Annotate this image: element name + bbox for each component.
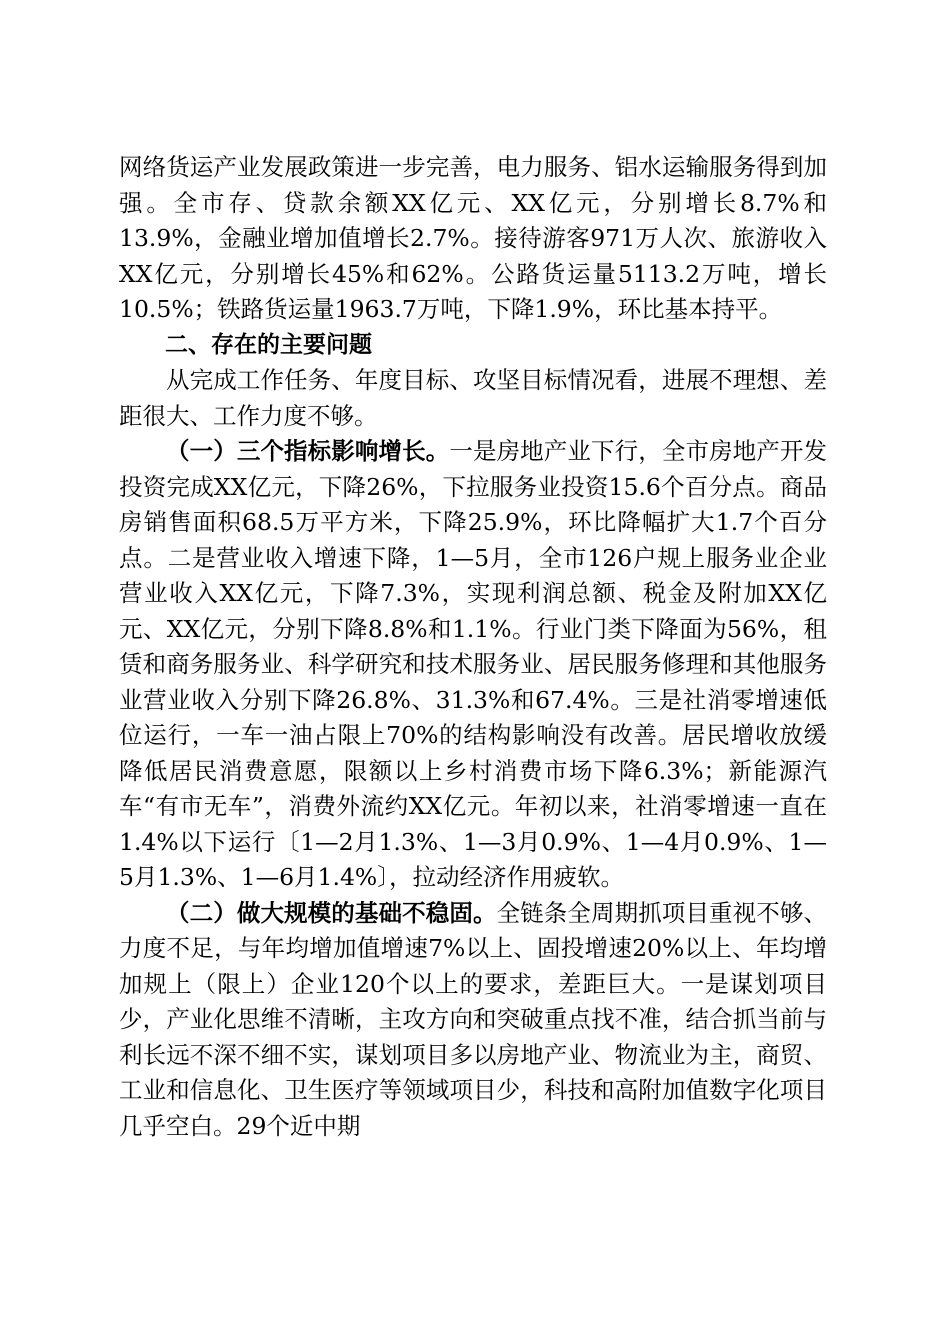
document-body (119, 150, 827, 1144)
paragraph-sub2 (119, 896, 827, 1145)
sub2-title: （二）做大规模的基础不稳固。 (166, 898, 497, 927)
paragraph-sub1 (119, 434, 827, 896)
paragraph-intro: 从完成工作任务、年度目标、攻坚目标情况看，进展不理想、差距很大、工作力度不够。 (119, 366, 827, 430)
section-heading: 二、存在的主要问题 (165, 331, 372, 358)
paragraph-continuation: 网络货运产业发展政策进一步完善，电力服务、铝水运输服务得到加强。全市存、贷款余额XX亿元、XX亿元，分别增长8.7%和13.9%，金融业增加值增长2.7%。接待游客971万人次、旅游收入XX亿元，分别增长45%和62%。公路货运量5113.2万吨，增长10.5%；铁路货运量1963.7万吨，下降1.9%，环比基本持平。 (119, 153, 827, 323)
sub2-body: 全链条全周期抓项目重视不够、力度不足，与年均增加值增速7%以上、固投增速20%以上、年均增加规上（限上）企业120个以上的要求，差距巨大。一是谋划项目少，产业化思维不清晰，主攻方向和突破重点找不准，结合抓当前与利长远不深不细不实，谋划项目多以房地产业、物流业为主，商贸、工业和信息化、卫生医疗等领域项目少，科技和高附加值数字化项目几乎空白。29个近中期 (119, 898, 828, 1140)
sub1-body: 一是房地产业下行，全市房地产开发投资完成XX亿元，下降26%，下拉服务业投资15.6个百分点。商品房销售面积68.5万平方米，下降25.9%，环比降幅扩大1.7个百分点。二是营业收入增速下降，1—5月，全市126户规上服务业企业营业收入XX亿元，下降7.3%，实现利润总额、税金及附加XX亿元、XX亿元，分别下降8.8%和1.1%。行业门类下降面为56%，租赁和商务服务业、科学研究和技术服务业、居民服务修理和其他服务业营业收入分别下降26.8%、31.3%和67.4%。三是社消零增速低位运行，一车一油占限上70%的结构影响没有改善。居民增收放缓降低居民消费意愿，限额以上乡村消费市场下降6.3%；新能源汽车“有市无车”，消费外流约XX亿元。年初以来，社消零增速一直在1.4%以下运行〔1—2月1.3%、1—3月0.9%、1—4月0.9%、1—5月1.3%、1—6月1.4%〕，拉动经济作用疲软。 (119, 437, 828, 891)
sub1-title: （一）三个指标影响增长。 (166, 437, 450, 465)
